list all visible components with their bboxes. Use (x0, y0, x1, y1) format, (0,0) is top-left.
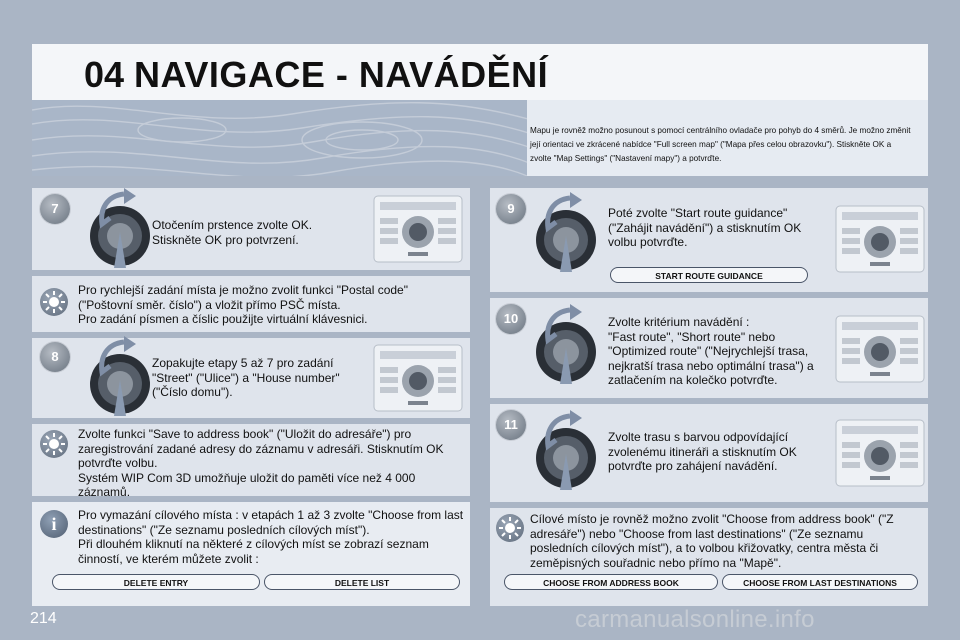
info-icon: i (40, 510, 68, 538)
tip-icon (40, 430, 68, 458)
watermark: carmanualsonline.info (575, 606, 815, 633)
radio-unit-icon (372, 339, 464, 417)
delete-list-button[interactable]: DELETE LIST (264, 574, 460, 590)
step-8-text: Zopakujte etapy 5 až 7 pro zadání "Street" ("Ulice") a "House number" ("Číslo domu"). (152, 356, 340, 399)
header-note: Mapu je rovněž možno posunout s pomocí centrálního ovladače pro pohyb do 4 směrů. Je možno změnit její orientaci ve zkrácené nabídce "Full screen map" ("Mapa přes celou obrazovku"). Stiskněte OK a zvolte "Map Settings" ("Nastavení mapy") a potvrďte. (530, 126, 911, 163)
delete-entry-button[interactable]: DELETE ENTRY (52, 574, 260, 590)
tip-destination-panel (490, 508, 928, 606)
control-knob-icon (530, 192, 602, 276)
tip-save-panel (32, 424, 470, 499)
step-8-panel (32, 338, 470, 418)
control-knob-icon (84, 188, 156, 272)
step-7-panel (32, 188, 470, 270)
tip-destination-text: Cílové místo je rovněž možno zvolit "Choose from address book" ("Z adresáře") nebo "Choose from last destinations" ("Ze seznamu posledních cílových míst"), a to volbou křižovatky, centra města či zeměpisných souřadnic nebo přímo na "Mapě". (530, 512, 894, 570)
radio-unit-icon (834, 414, 926, 492)
step-9-panel (490, 188, 928, 292)
step-10-text: Zvolte kritérium navádění : "Fast route", "Short route" nebo "Optimized route" ("Nejrychlejší trasa, nejkratší trasa nebo optimální trasa") a zatlačením na kolečko potvrďte. (608, 315, 814, 387)
radio-unit-icon (834, 200, 926, 278)
control-knob-icon (530, 410, 602, 494)
step-10-panel (490, 298, 928, 398)
step-7-text: Otočením prstence zvolte OK. Stiskněte OK pro potvrzení. (152, 218, 313, 247)
tip-save-text: Zvolte funkci "Save to address book" ("Uložit do adresáře") pro zaregistrování zadané adresy do záznamu v adresáři. Stisknutím OK potvrďte volbu. Systém WIP Com 3D umožňuje uložit do paměti více než 4 000 záznamů. (78, 427, 444, 499)
tip-postal-text: Pro rychlejší zadání místa je možno zvolit funkci "Postal code" ("Poštovní směr. číslo") a vložit přímo PSČ místa. Pro zadání písmen a číslic použijte virtuální klávesnici. (78, 283, 408, 326)
tip-icon (40, 288, 68, 316)
choose-address-book-button[interactable]: CHOOSE FROM ADDRESS BOOK (504, 574, 718, 590)
step-7-badge: 7 (40, 194, 70, 224)
tip-postal-panel (32, 276, 470, 332)
step-10-badge: 10 (496, 304, 526, 334)
control-knob-icon (530, 304, 602, 388)
control-knob-icon (84, 336, 156, 420)
info-delete-panel (32, 502, 470, 606)
step-9-text: Poté zvolte "Start route guidance" ("Zahájit navádění") a stisknutím OK volbu potvrďte. (608, 206, 802, 249)
step-11-panel (490, 404, 928, 502)
step-11-text: Zvolte trasu s barvou odpovídající zvolenému itineráři a stisknutím OK potvrďte pro zahájení navádění. (608, 430, 797, 473)
info-delete-text: Pro vymazání cílového místa : v etapách 1 až 3 zvolte "Choose from last destinations" ("Ze seznamu posledních cílových míst"). Při dlouhém kliknutí na některé z cílových míst se zobrazí seznam činností, ve kterém můžete zvolit : (78, 508, 464, 566)
step-8-badge: 8 (40, 342, 70, 372)
radio-unit-icon (834, 310, 926, 388)
chapter-number: 04 (84, 54, 125, 95)
choose-last-destinations-button[interactable]: CHOOSE FROM LAST DESTINATIONS (722, 574, 918, 590)
step-11-badge: 11 (496, 410, 526, 440)
radio-unit-icon (372, 190, 464, 268)
tip-icon (496, 514, 524, 542)
page-number: 214 (30, 610, 57, 627)
start-route-guidance-button[interactable]: START ROUTE GUIDANCE (610, 267, 808, 283)
page-title: NAVIGACE - NAVÁDĚNÍ (134, 54, 549, 95)
step-9-badge: 9 (496, 194, 526, 224)
